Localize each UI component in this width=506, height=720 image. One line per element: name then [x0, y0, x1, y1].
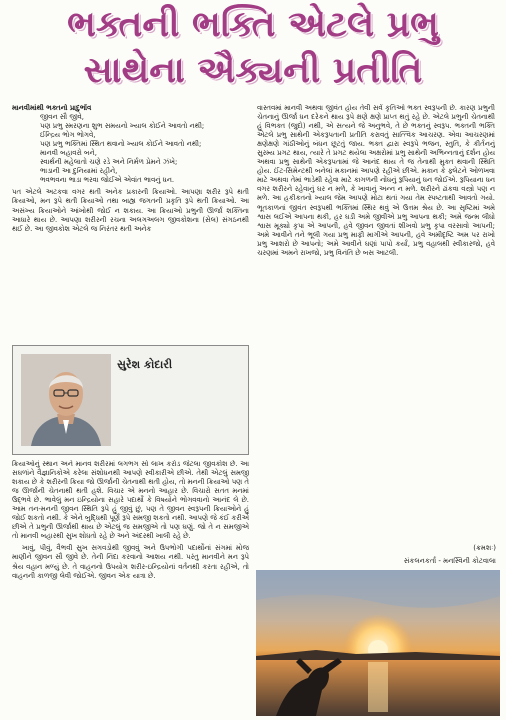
- poem-line: ભવભવના ભાડા ભરવા જોઈએ એવાંત ભાવનું ધન.: [40, 176, 175, 185]
- right-column: [257, 104, 495, 542]
- poem-line: ભાડાની આ દુનિયામાં રહીને,: [40, 167, 118, 176]
- author-photo: [21, 354, 111, 446]
- poem-line: પણ પ્રભુ ભક્તિમાં સ્થિત થવાનો ખ્યાલ કોઈને આવતો નથી;: [40, 140, 202, 149]
- intro-poem: [12, 104, 249, 185]
- sunset-photo: [256, 570, 500, 716]
- poem-title: માનવીમાંથી ભક્તનો પ્રાદુર્ભાવ: [12, 104, 92, 112]
- body-paragraph: વાસ્તવમાં માનવી અથવા જીવંત હોય તેવી સર્વ કૃતિઓ ભક્ત સ્વરૂપની છે. કારણ પ્રભુની ચેતનાનું ઊર્જા ધન દરેકને થાય રૂપે ક્ષણે ક્ષણે પ્રાપ્ત થતું રહે છે. એટલે પ્રભુની ચેતનાથી હું વિભક્ત (જુદો) નથી, એ સત્યને જે અનુભવે, તે છે ભક્તનું સ્વરૂપ. ભક્તની ભક્તિ એટલે પ્રભુ સાથેની એકરૂપતાની પ્રતીતિ કરાવતું સાત્ત્વિક આચરણ. એવા આચરણમાં ક્ષણેક્ષણે ગાંઠીઓનું બંધન છૂટતું જાય. ભક્ત દ્વારા સ્વરૂપે ભજન, સ્તુતિ, કે કીર્તનનું સુરમ્ય પ્રગટ થાય, ત્યારે તે પ્રગટ થયેલા અક્ષરોમાં પ્રભુ સાથેની અભિન્નતાનું દર્શન હોય અથવા પ્રભુ સાથેની એકરૂપતામાં જે આનંદ થાય તે જ તેનાથી મુક્ત થવાની સ્થિતિ હોય. ઈંટ-સિમેન્ટથી બનેલાં મકાનમાં આપણે રહીએ છીએ. મકાન કે ફ્લેટને ઓળખવા માટે અથવા તેમાં ભાડેથી રહેવા માટે કાગળની નોંધનું રૂપિયાનું ધન જોઈએ. રૂપિયાના ધન વગર શરીરને રહેવાનું ઘર ન મળે, કે ખાવાનું અન્ન ન મળે. શરીરને ઢાંકવા વસ્ત્રો પણ ન મળે. આ હકીકતનો ખ્યાલ જેમ આપણે મોટા થતાં ગયા તેમ સ્પષ્ટતાથી આવતો ગયો. ભૂતકાળનાં જીવંત સ્વરૂપથી ભક્તિમાં સ્થિર થવું એ ઉત્તમ શ્રેય છે. આ સૃષ્ટિમાં અમે શ્વાસ લઈએ આપના થકી, હર ઘડી અમે જીવીએ પ્રભુ આપના થકી; અમે જન્મ લીધો શ્વાસ મૂક્યો કૃપા એ આપની, હવે જીવન જીવતાં શીખવો પ્રભુ કૃપા વરસાવો આપની; અમે આવીને તને ભૂલી ગયા પ્રભુ માફી માગીએ આપની, હવે અમીદૃષ્ટિ અમ પર રાખો પ્રભુ આશરો છે આપનો; અમે આવીને ઘણાં પાપો કર્યાં, પ્રભુ વહાલથી સ્વીકારજો, હવે ચરણમાં અમને રાખજો, પ્રભુ વિનંતિ છે બસ આટલી.: [257, 104, 495, 257]
- article-headline: [0, 0, 506, 96]
- body-paragraph: ખાવું, પીવું, વૈભવી સુખ સગવડોથી જીવવું અને ઉપભોગી પદાર્થોનાં સંગમાં મોજ માણીને જીવન સૌ જીવે છે. તેની નિંદા કરવાનો આશય નથી. પરંતુ માનવીને મન રૂપે શ્રેય વહાન મળ્યું છે. તે વાહનનો ઉપયોગ શરીર-ઇન્દ્રિયોનાં વર્તનથી કરતા રહીએ, તો વાહનની કાળજી લેવી જોઈએ. જીવન એક યાત્રા છે.: [12, 544, 249, 580]
- poem-line: જીવન સૌ જીવે,: [40, 113, 84, 122]
- left-column: [12, 104, 249, 340]
- poem-line: માનવી બહાવરો બને,: [40, 149, 97, 158]
- poem-line: સ્વાર્થની મહેલાતો ચણે રડે અને નિર્મળ પ્રેમને ઝંખે;: [40, 158, 178, 167]
- author-box: [12, 345, 249, 455]
- poem-line: ઈન્દ્રિય ભોગ ભોગવે,: [40, 131, 96, 140]
- poem-line: પણ પ્રભુ સ્મરણના શુભ સમયનો ખ્યાલ કોઈને આવતો નથી;: [40, 122, 205, 131]
- body-paragraph: ક્રિયાઓનું સ્થાન અને માનવ શરીરમાં લગભગ સો લાખ કરોડ જેટલા જીવકોશ છે. આ સઘળાંને વૈજ્ઞાનિકોએ કરેલા સંશોધનથી આપણે સ્વીકારીએ છીએ. તેથી એટલું સમજી શકાય છે કે શરીરની ક્રિયા જો ઊર્જાની ચેતનાથી થતી હોય, તો મનની ક્રિયાઓ પણ તે જ ઊર્જાની ચેતનાથી થતી હશે. વિચાર એ મનનો આહાર છે. વિચારો સતત મનમાં ઉદ્ભવે છે. ભાવેલું મન ઇન્દ્રિયોના સહારે પદાર્થો કે વિષયોને ભોગવવાનો આનંદ લે છે. આમ તન-મનની જીવન સ્થિતિ રૂપે હું જીવું છું, પણ તે જીવન સ્વરૂપની ક્રિયાઓને હું જોઈ શકતો નથી. કે એને બુદ્ધિથી પૂર્ણ રૂપે સમજી શકતો નથી. આપણે જે કંઈ કરીએ છીએ તે પ્રભુની ઊર્જાથી થાય છે એટલું જ સમજીએ તો પણ ઘણું. જો તે ન સમજીએ તો માનવી બહારથી સુખ શોધતો રહે છે અને અંદરથી ખાલી રહે છે.: [12, 460, 249, 541]
- author-name: સુરેશ કોદારી: [117, 358, 173, 371]
- headline-line-1: ભક્તની ભક્તિ એટલે પ્રભુ: [67, 4, 439, 45]
- intro-paragraph: પત એટલે અટકવા વગર થતી અનેક પ્રકારની ક્રિયાઓ. આપણા શરીર રૂપે થતી ક્રિયાઓ, મન રૂપે થતી ક્રિયાઓ તથા બાહ્ય જગતની પ્રકૃતિ રૂપે થતી ક્રિયાઓ. આ અસંખ્ય ક્રિયાઓને આંખોથી જોઈ ન શકાય. આ ક્રિયાઓ પ્રભુની ઊર્જા શક્તિના આધારે થાય છે. આપણા શરીરની રચના અલગઅલગ જીવકોશના (સેલ) સંગઠનથી થઈ છે. આ જીવકોશ એટલે જ નિરંતર થતી અનેક: [12, 188, 249, 233]
- headline-line-2: સાથેના ઐક્યની પ્રતીતિ: [83, 50, 423, 91]
- continued-label: (ક્રમશઃ): [473, 544, 496, 552]
- article-credit: [320, 544, 496, 566]
- left-column-lower: [12, 460, 249, 716]
- compiler-credit: સંકલનકર્તા - મનસ્વિની કોટવાલા: [403, 557, 496, 565]
